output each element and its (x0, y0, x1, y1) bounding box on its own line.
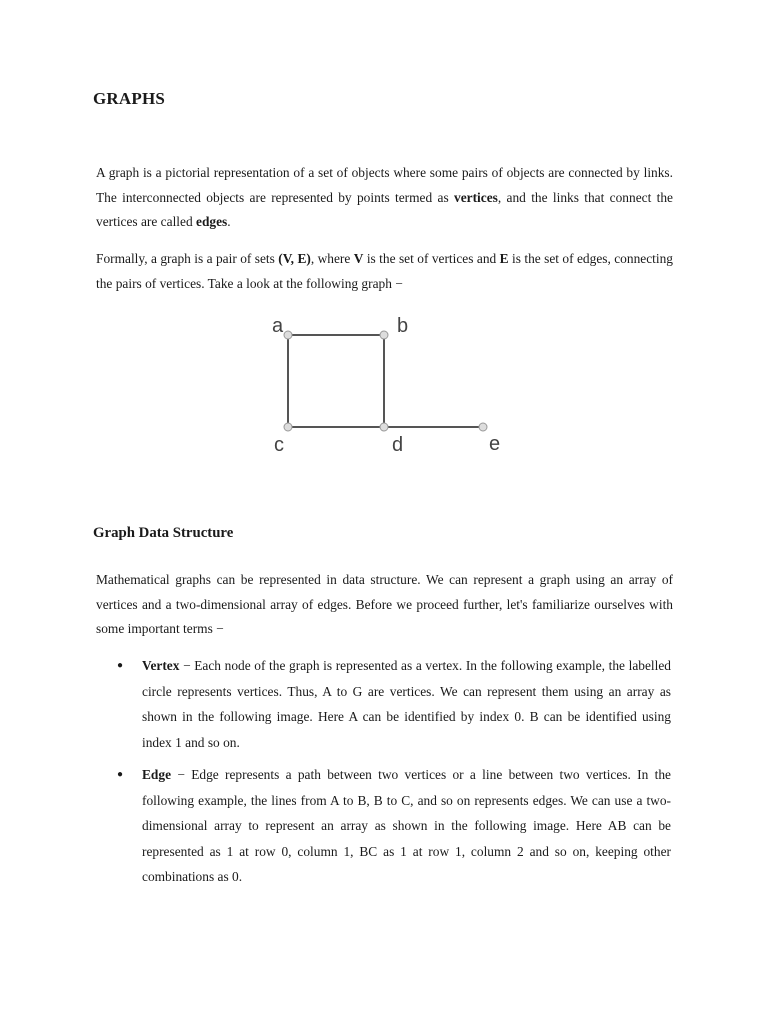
formal-text-4: is the set of edges, connecting the pairs of vertices. Take a look at the following graph − (96, 251, 673, 291)
bullet-icon: ● (117, 769, 124, 780)
formal-term-ve: (V, E) (278, 251, 311, 266)
graph-node-e (479, 423, 487, 431)
formal-paragraph (96, 247, 673, 296)
graph-node-label-d: d (392, 434, 404, 456)
term-edge: Edge (142, 767, 172, 782)
graph-node-label-c: c (274, 434, 284, 456)
graph-node-d (380, 423, 388, 431)
page-title: GRAPHS (93, 89, 166, 108)
term-vertex: Vertex (142, 658, 180, 673)
graph-node-b (380, 331, 388, 339)
formal-text-3: is the set of vertices and (363, 251, 500, 266)
term-edge-text: − Edge represents a path between two vertices or a line between two vertices. In the following example, the lines from A to B, B to C, and so on represents edges. We can use a two-dimensional array to represent an array as shown in the following image. Here AB can be represented as 1 at row 0, column 1, BC as 1 at row 1, column 2 and so on, keeping other combinations as 0. (142, 767, 671, 884)
graph-node-label-a: a (272, 315, 284, 337)
example-graph-diagram (258, 308, 508, 458)
intro-text-1: A graph is a pictorial representation of a set of objects where some pairs of objects are connected by links. The interconnected objects are represented by points termed as (96, 165, 673, 205)
graph-node-c (284, 423, 292, 431)
intro-text-2: , and the links that connect the vertices are called (96, 189, 673, 229)
list-item-edge (117, 762, 671, 890)
formal-text-1: Formally, a graph is a pair of sets (96, 251, 279, 266)
intro-text-3: . (227, 214, 231, 229)
formal-term-v: V (353, 251, 364, 266)
list-item-vertex (117, 653, 671, 755)
formal-term-e: E (499, 251, 509, 266)
graph-node-a (284, 331, 292, 339)
graph-node-label-b: b (397, 315, 409, 337)
formal-text-2: , where (310, 251, 354, 266)
bullet-icon: ● (117, 660, 124, 671)
intro-paragraph (96, 161, 673, 235)
section-intro-paragraph: Mathematical graphs can be represented in data structure. We can represent a graph using an array of vertices and a two-dimensional array of edges. Before we proceed further, let's familiarize ourselves with some important terms − (96, 572, 673, 636)
section-title: Graph Data Structure (93, 525, 234, 541)
intro-term-vertices: vertices (454, 189, 498, 205)
intro-term-edges: edges (196, 214, 228, 229)
term-vertex-text: − Each node of the graph is represented as a vertex. In the following example, the labelled circle represents vertices. Thus, A to G are vertices. We can represent them using an array as shown in the following image. Here A can be identified by index 0. B can be identified using index 1 and so on. (142, 658, 671, 750)
graph-node-label-e: e (489, 433, 501, 455)
